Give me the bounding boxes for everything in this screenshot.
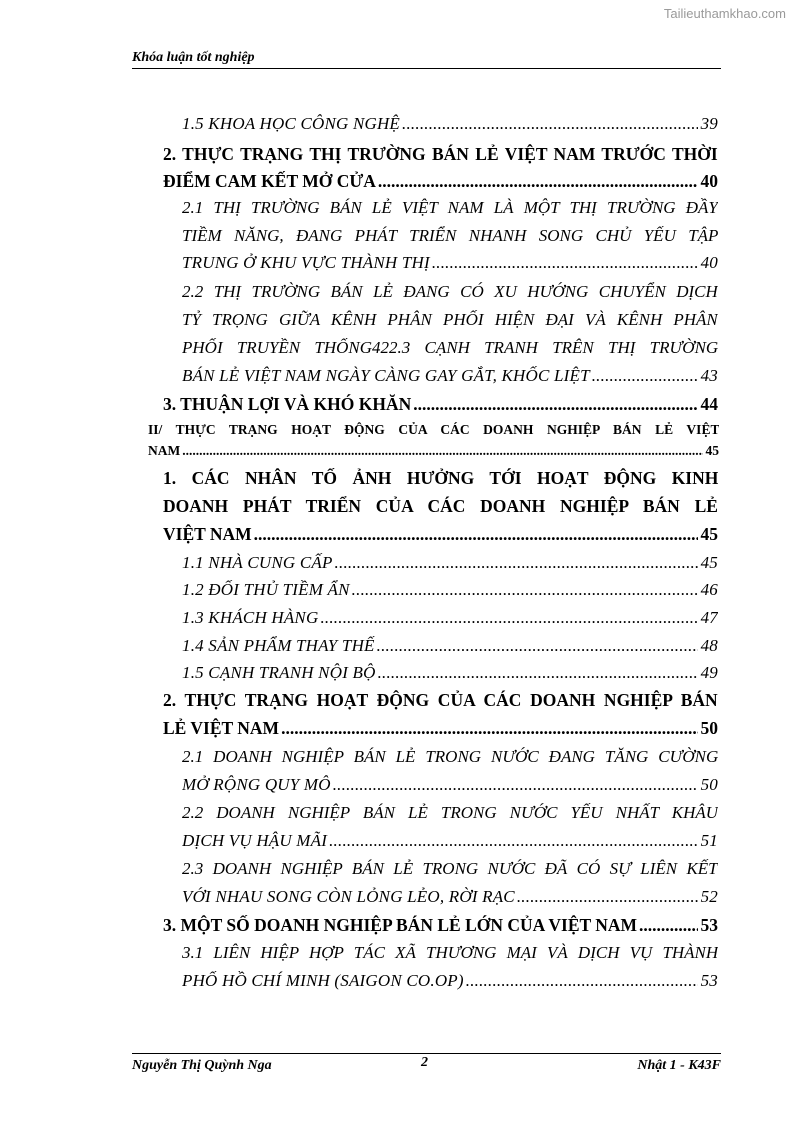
toc-entry-title: 2. THỰC TRẠNG THỊ TRƯỜNG BÁN LẺ VIỆT NAM TRƯỚC THỜI: [163, 144, 718, 164]
footer-author: Nguyễn Thị Quỳnh Nga: [132, 1058, 272, 1073]
toc-entry-title: TIỀM NĂNG, ĐANG PHÁT TRIỂN NHANH SONG CHỦ YẾU TẬP: [182, 226, 718, 245]
toc-entry[interactable]: [182, 636, 718, 656]
toc-entry-page: 47: [700, 608, 718, 627]
toc-entry-title: DOANH PHÁT TRIỂN CỦA CÁC DOANH NGHIỆP BÁN LẺ: [163, 496, 718, 516]
footer-rule: [132, 1053, 721, 1054]
toc-entry[interactable]: [182, 971, 718, 991]
toc-entry-title: 2. THỰC TRẠNG HOẠT ĐỘNG CỦA CÁC DOANH NGHIỆP BÁN: [163, 690, 718, 710]
toc-entry-title: TRUNG Ở KHU VỰC THÀNH THỊ: [182, 253, 430, 272]
toc-entry-title: TỶ TRỌNG GIỮA KÊNH PHÂN PHỐI HIỆN ĐẠI VÀ KÊNH PHÂN: [182, 310, 718, 329]
footer-page-number: 2: [421, 1055, 428, 1070]
toc-entry[interactable]: [163, 171, 718, 192]
toc-entry-line: [182, 310, 718, 330]
toc-entry[interactable]: [182, 608, 718, 628]
toc-leader-dots: [639, 915, 697, 936]
footer-class: Nhật 1 - K43F: [637, 1058, 721, 1073]
toc-leader-dots: [378, 171, 698, 192]
toc-entry-page: 51: [700, 831, 718, 850]
toc-entry-page: 40: [700, 171, 718, 191]
toc-entry-line: [148, 422, 719, 438]
toc-entry[interactable]: [182, 114, 718, 134]
toc-entry[interactable]: [182, 553, 718, 573]
toc-entry[interactable]: [163, 915, 718, 936]
toc-entry-page: 48: [700, 636, 718, 655]
toc-entry-title: DỊCH VỤ HẬU MÃI: [182, 831, 328, 850]
toc-entry[interactable]: [182, 831, 718, 851]
toc-entry-title: VIỆT NAM: [163, 524, 252, 544]
toc-entry-page: 53: [700, 915, 718, 935]
toc-entry-title: NAM: [148, 443, 181, 458]
toc-entry-title: PHỐ HỒ CHÍ MINH (SAIGON CO.OP): [182, 971, 464, 990]
toc-entry-title: 2.3 DOANH NGHIỆP BÁN LẺ TRONG NƯỚC ĐÃ CÓ SỰ LIÊN KẾT: [182, 859, 718, 878]
toc-entry-title: 1.1 NHÀ CUNG CẤP: [182, 553, 333, 572]
toc-entry-page: 49: [700, 663, 718, 682]
toc-entry-page: 43: [700, 366, 718, 385]
toc-entry-title: 2.2 THỊ TRƯỜNG BÁN LẺ ĐANG CÓ XU HƯỚNG CHUYỂN DỊCH: [182, 282, 718, 301]
toc-entry-title: BÁN LẺ VIỆT NAM NGÀY CÀNG GAY GẮT, KHỐC LIỆT: [182, 366, 590, 385]
toc-leader-dots: [413, 394, 697, 415]
toc-entry-title: 2.2 DOANH NGHIỆP BÁN LẺ TRONG NƯỚC YẾU NHẤT KHÂU: [182, 803, 718, 822]
toc-entry-title: ĐIỂM CAM KẾT MỞ CỬA: [163, 171, 376, 191]
toc-leader-dots: [352, 580, 698, 600]
toc-leader-dots: [254, 524, 698, 545]
toc-entry[interactable]: [182, 775, 718, 795]
toc-entry-title: 1. CÁC NHÂN TỐ ẢNH HƯỞNG TỚI HOẠT ĐỘNG KINH: [163, 468, 718, 488]
toc-entry-line: [182, 859, 718, 879]
toc-leader-dots: [592, 366, 698, 386]
toc-entry-line: [182, 338, 718, 358]
toc-entry-page: 39: [700, 114, 718, 133]
toc-entry-title: 1.5 CẠNH TRANH NỘI BỘ: [182, 663, 376, 682]
header-rule: [132, 68, 721, 69]
toc-entry-title: 1.5 KHOA HỌC CÔNG NGHỆ: [182, 114, 401, 133]
toc-leader-dots: [329, 831, 697, 851]
toc-entry-line: [163, 144, 718, 165]
toc-entry[interactable]: [163, 394, 718, 415]
toc-entry[interactable]: [148, 443, 719, 459]
toc-leader-dots: [466, 971, 698, 991]
toc-entry-title: 3. MỘT SỐ DOANH NGHIỆP BÁN LẺ LỚN CỦA VIỆT NAM: [163, 915, 638, 935]
toc-entry-title: 3. THUẬN LỢI VÀ KHÓ KHĂN: [163, 394, 412, 414]
toc-entry[interactable]: [182, 253, 718, 273]
toc-entry-title: 1.2 ĐỐI THỦ TIỀM ẨN: [182, 580, 350, 599]
toc-leader-dots: [378, 663, 698, 683]
toc-leader-dots: [432, 253, 698, 273]
toc-entry-page: 45: [700, 524, 718, 544]
toc-leader-dots: [182, 443, 702, 459]
toc-entry-line: [182, 747, 718, 767]
toc-leader-dots: [333, 775, 698, 795]
toc-entry-page: 52: [700, 887, 718, 906]
toc-entry-line: [182, 282, 718, 302]
toc-leader-dots: [335, 553, 698, 573]
toc-leader-dots: [402, 114, 698, 134]
toc-leader-dots: [377, 636, 698, 656]
toc-entry[interactable]: [182, 887, 718, 907]
toc-leader-dots: [320, 608, 697, 628]
toc-entry-line: [182, 943, 718, 963]
toc-entry-title: 1.4 SẢN PHẨM THAY THẾ: [182, 636, 375, 655]
toc-entry-line: [163, 496, 718, 517]
toc-entry-page: 46: [700, 580, 718, 599]
toc-entry[interactable]: [182, 663, 718, 683]
toc-entry[interactable]: [163, 718, 718, 739]
toc-leader-dots: [281, 718, 697, 739]
toc-entry-page: 53: [700, 971, 718, 990]
toc-entry-title: MỞ RỘNG QUY MÔ: [182, 775, 331, 794]
toc-entry-title: VỚI NHAU SONG CÒN LỎNG LẺO, RỜI RẠC: [182, 887, 515, 906]
header-title: Khóa luận tốt nghiệp: [132, 50, 255, 65]
toc-entry-page: 45: [700, 553, 718, 572]
toc-entry-title: LẺ VIỆT NAM: [163, 718, 280, 738]
toc-entry-line: [182, 803, 718, 823]
toc-entry-page: 45: [705, 443, 719, 458]
toc-leader-dots: [517, 887, 698, 907]
toc-entry-title: 2.1 DOANH NGHIỆP BÁN LẺ TRONG NƯỚC ĐANG TĂNG CƯỜNG: [182, 747, 718, 766]
toc-entry-page: 44: [700, 394, 718, 414]
toc-entry-title: II/ THỰC TRẠNG HOẠT ĐỘNG CỦA CÁC DOANH NGHIỆP BÁN LẺ VIỆT: [148, 422, 719, 437]
toc-entry-page: 40: [700, 253, 718, 272]
toc-entry-title: 2.1 THỊ TRƯỜNG BÁN LẺ VIỆT NAM LÀ MỘT THỊ TRƯỜNG ĐẦY: [182, 198, 718, 217]
toc-entry[interactable]: [182, 580, 718, 600]
toc-entry[interactable]: [163, 524, 718, 545]
toc-entry-line: [182, 198, 718, 218]
watermark: Tailieuthamkhao.com: [663, 6, 786, 21]
toc-entry-line: [163, 468, 718, 489]
toc-entry-page: 50: [700, 718, 718, 738]
toc-entry-line: [163, 690, 718, 711]
toc-entry-title: 3.1 LIÊN HIỆP HỢP TÁC XÃ THƯƠNG MẠI VÀ DỊCH VỤ THÀNH: [182, 943, 718, 962]
toc-entry-line: [182, 226, 718, 246]
toc-entry-page: 50: [700, 775, 718, 794]
toc-entry-title: 1.3 KHÁCH HÀNG: [182, 608, 319, 627]
toc-entry[interactable]: [182, 366, 718, 386]
toc-entry-title: PHỐI TRUYỀN THỐNG422.3 CẠNH TRANH TRÊN THỊ TRƯỜNG: [182, 338, 718, 357]
